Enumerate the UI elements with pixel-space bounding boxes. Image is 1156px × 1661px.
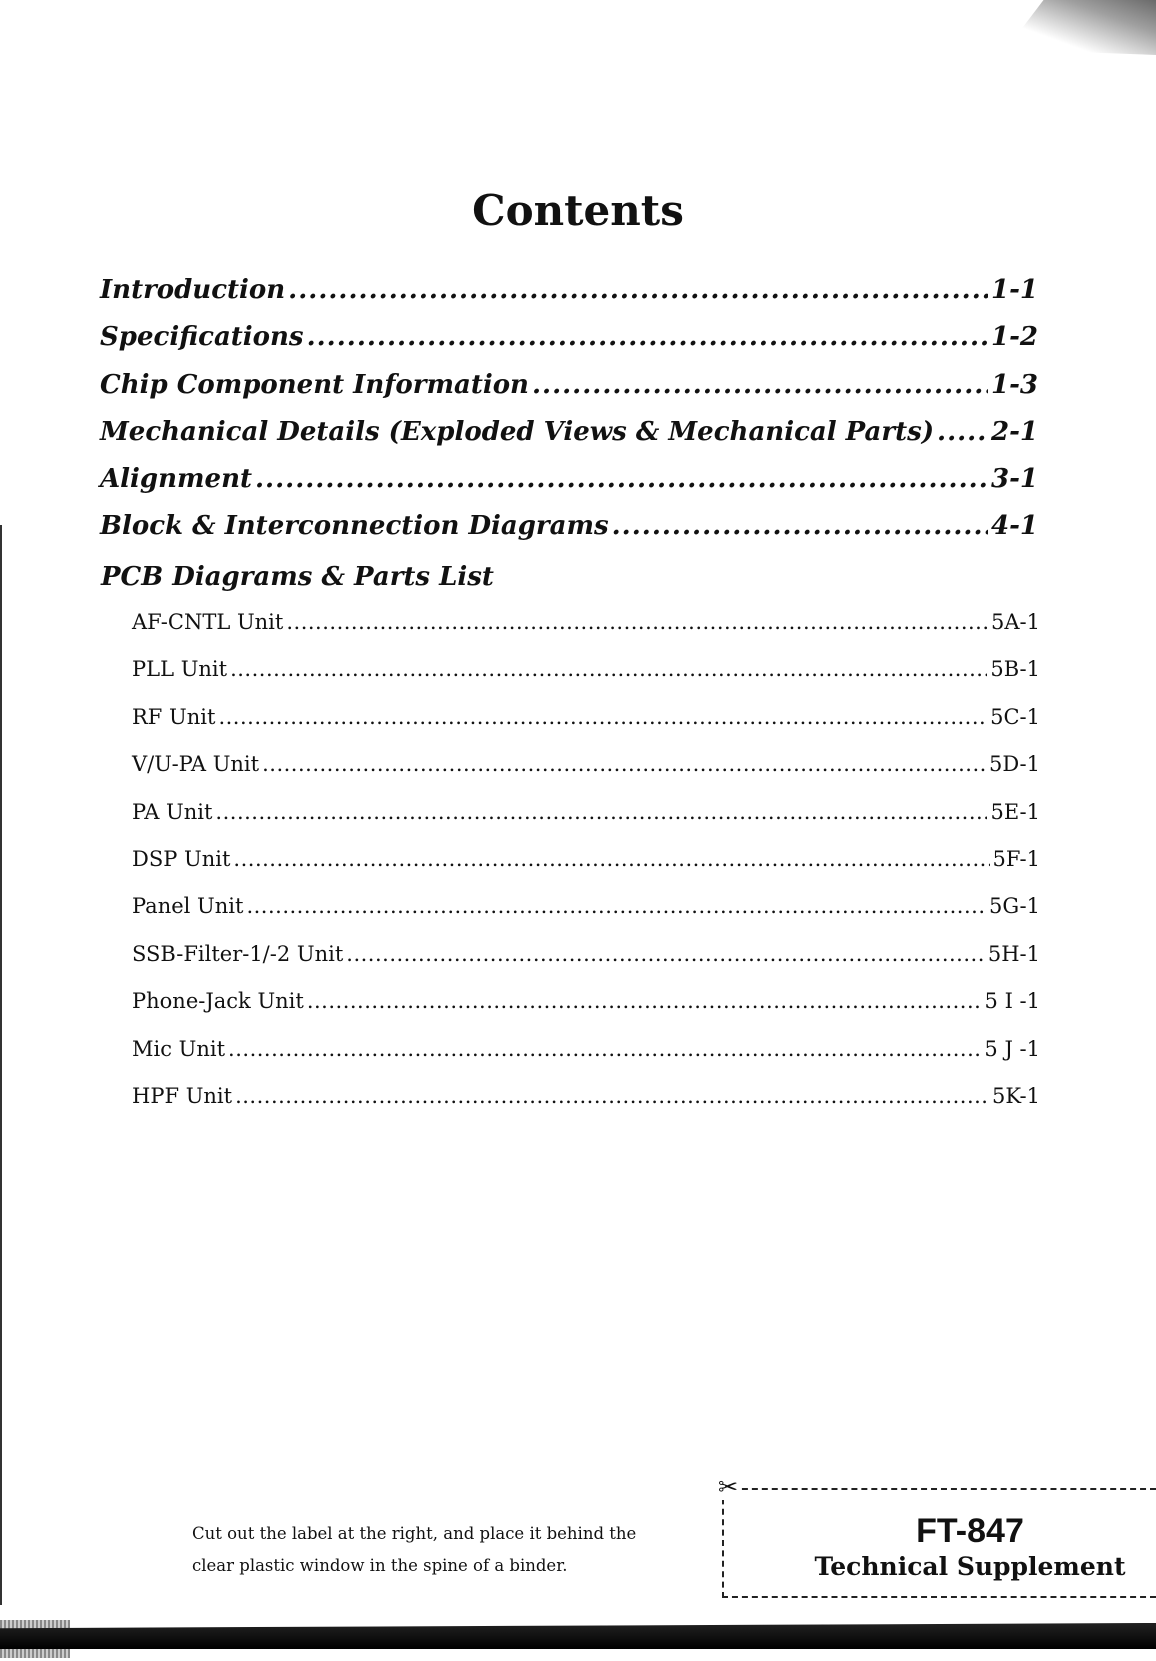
toc-sub-entry-page: 5G-1 xyxy=(989,894,1040,919)
toc-entry-page: 2-1 xyxy=(991,416,1038,447)
toc-sub-entry[interactable] xyxy=(132,989,1040,1036)
toc-sub-entry[interactable] xyxy=(132,752,1040,799)
instructions-line: clear plastic window in the spine of a binder. xyxy=(192,1556,568,1575)
dot-leader xyxy=(233,847,989,871)
toc-entry-page: 3-1 xyxy=(991,464,1038,495)
toc-entry[interactable] xyxy=(100,464,1038,511)
toc-entry[interactable] xyxy=(100,370,1038,417)
toc-sub-entry-title: Panel Unit xyxy=(132,894,244,919)
toc-entry-title: Chip Component Information xyxy=(100,369,529,400)
dot-leader xyxy=(307,322,988,352)
toc-sub-entry[interactable] xyxy=(132,942,1040,989)
toc-sub-entry-title: PLL Unit xyxy=(132,657,228,682)
toc-sub-entry-title: PA Unit xyxy=(132,799,213,824)
dot-leader xyxy=(255,464,988,494)
toc-entry-title: Mechanical Details (Exploded Views & Mechanical Parts) xyxy=(100,416,935,447)
dot-leader xyxy=(215,800,987,824)
toc-sub-entry-page: 5F-1 xyxy=(992,846,1040,871)
toc-sub-entry-page: 5 I -1 xyxy=(984,989,1040,1014)
toc-sub-entry[interactable] xyxy=(132,1084,1040,1131)
dot-leader xyxy=(612,511,988,541)
scan-edge-bottom xyxy=(0,1623,1156,1649)
toc-sub-entry[interactable] xyxy=(132,657,1040,704)
toc-sub-entry-title: AF-CNTL Unit xyxy=(132,610,284,634)
dot-leader xyxy=(532,370,988,400)
toc-entry[interactable] xyxy=(100,275,1038,322)
dot-leader xyxy=(288,275,988,305)
toc-sub-entry-page: 5D-1 xyxy=(988,752,1040,777)
dot-leader xyxy=(937,417,988,447)
toc-sub-entry-page: 5H-1 xyxy=(987,941,1040,966)
toc-entry-title: Block & Interconnection Diagrams xyxy=(100,511,609,542)
toc-sub-entry-title: Phone-Jack Unit xyxy=(132,989,304,1014)
toc-pcb-list xyxy=(132,610,1040,1131)
toc-entry-title: Alignment xyxy=(100,464,252,495)
instructions-line: Cut out the label at the right, and place it behind the xyxy=(192,1524,637,1543)
scissors-icon: ✂ xyxy=(718,1473,739,1501)
label-instructions xyxy=(192,1518,672,1582)
toc-sub-entry[interactable] xyxy=(132,800,1040,847)
dot-leader xyxy=(246,894,986,918)
toc-sub-entry-page: 5A-1 xyxy=(991,610,1040,634)
toc-sub-entry-page: 5 J -1 xyxy=(984,1036,1040,1061)
toc-sub-entry-page: 5K-1 xyxy=(992,1083,1040,1108)
toc-main-list xyxy=(100,275,1038,559)
dot-leader xyxy=(218,705,987,729)
toc-sub-entry-title: Mic Unit xyxy=(132,1036,226,1061)
dot-leader xyxy=(230,657,987,681)
label-model: FT-847 xyxy=(916,1512,1024,1550)
dot-leader xyxy=(346,942,985,966)
toc-sub-entry-page: 5E-1 xyxy=(990,799,1040,824)
toc-entry-page: 1-1 xyxy=(991,275,1038,305)
scan-edge-left xyxy=(0,525,2,1605)
toc-sub-entry-title: SSB-Filter-1/-2 Unit xyxy=(132,941,344,966)
dot-leader xyxy=(286,610,988,634)
binder-spine-label xyxy=(722,1488,1156,1598)
toc-sub-entry[interactable] xyxy=(132,894,1040,941)
pcb-section-heading: PCB Diagrams & Parts List xyxy=(101,562,494,592)
toc-entry-page: 4-1 xyxy=(991,511,1038,542)
toc-entry[interactable] xyxy=(100,417,1038,464)
dot-leader xyxy=(262,752,986,776)
page-title: Contents xyxy=(472,186,684,235)
toc-sub-entry-page: 5B-1 xyxy=(990,657,1040,682)
toc-entry[interactable] xyxy=(100,511,1038,558)
toc-sub-entry[interactable] xyxy=(132,1037,1040,1084)
dot-leader xyxy=(235,1084,989,1108)
dot-leader xyxy=(307,989,982,1013)
toc-sub-entry-title: RF Unit xyxy=(132,704,216,729)
toc-sub-entry-page: 5C-1 xyxy=(990,704,1040,729)
scan-shadow-top-right xyxy=(1006,0,1156,55)
toc-sub-entry-title: V/U-PA Unit xyxy=(132,752,260,777)
toc-sub-entry-title: HPF Unit xyxy=(132,1083,233,1108)
toc-entry-page: 1-2 xyxy=(991,322,1038,353)
label-subtitle: Technical Supplement xyxy=(814,1552,1126,1581)
toc-sub-entry[interactable] xyxy=(132,847,1040,894)
dot-leader xyxy=(228,1037,981,1061)
toc-entry-title: Introduction xyxy=(100,275,286,305)
toc-sub-entry[interactable] xyxy=(132,610,1040,657)
toc-sub-entry-title: DSP Unit xyxy=(132,846,231,871)
toc-entry-page: 1-3 xyxy=(991,369,1038,400)
toc-entry-title: Specifications xyxy=(100,322,304,353)
toc-entry[interactable] xyxy=(100,322,1038,369)
toc-sub-entry[interactable] xyxy=(132,705,1040,752)
